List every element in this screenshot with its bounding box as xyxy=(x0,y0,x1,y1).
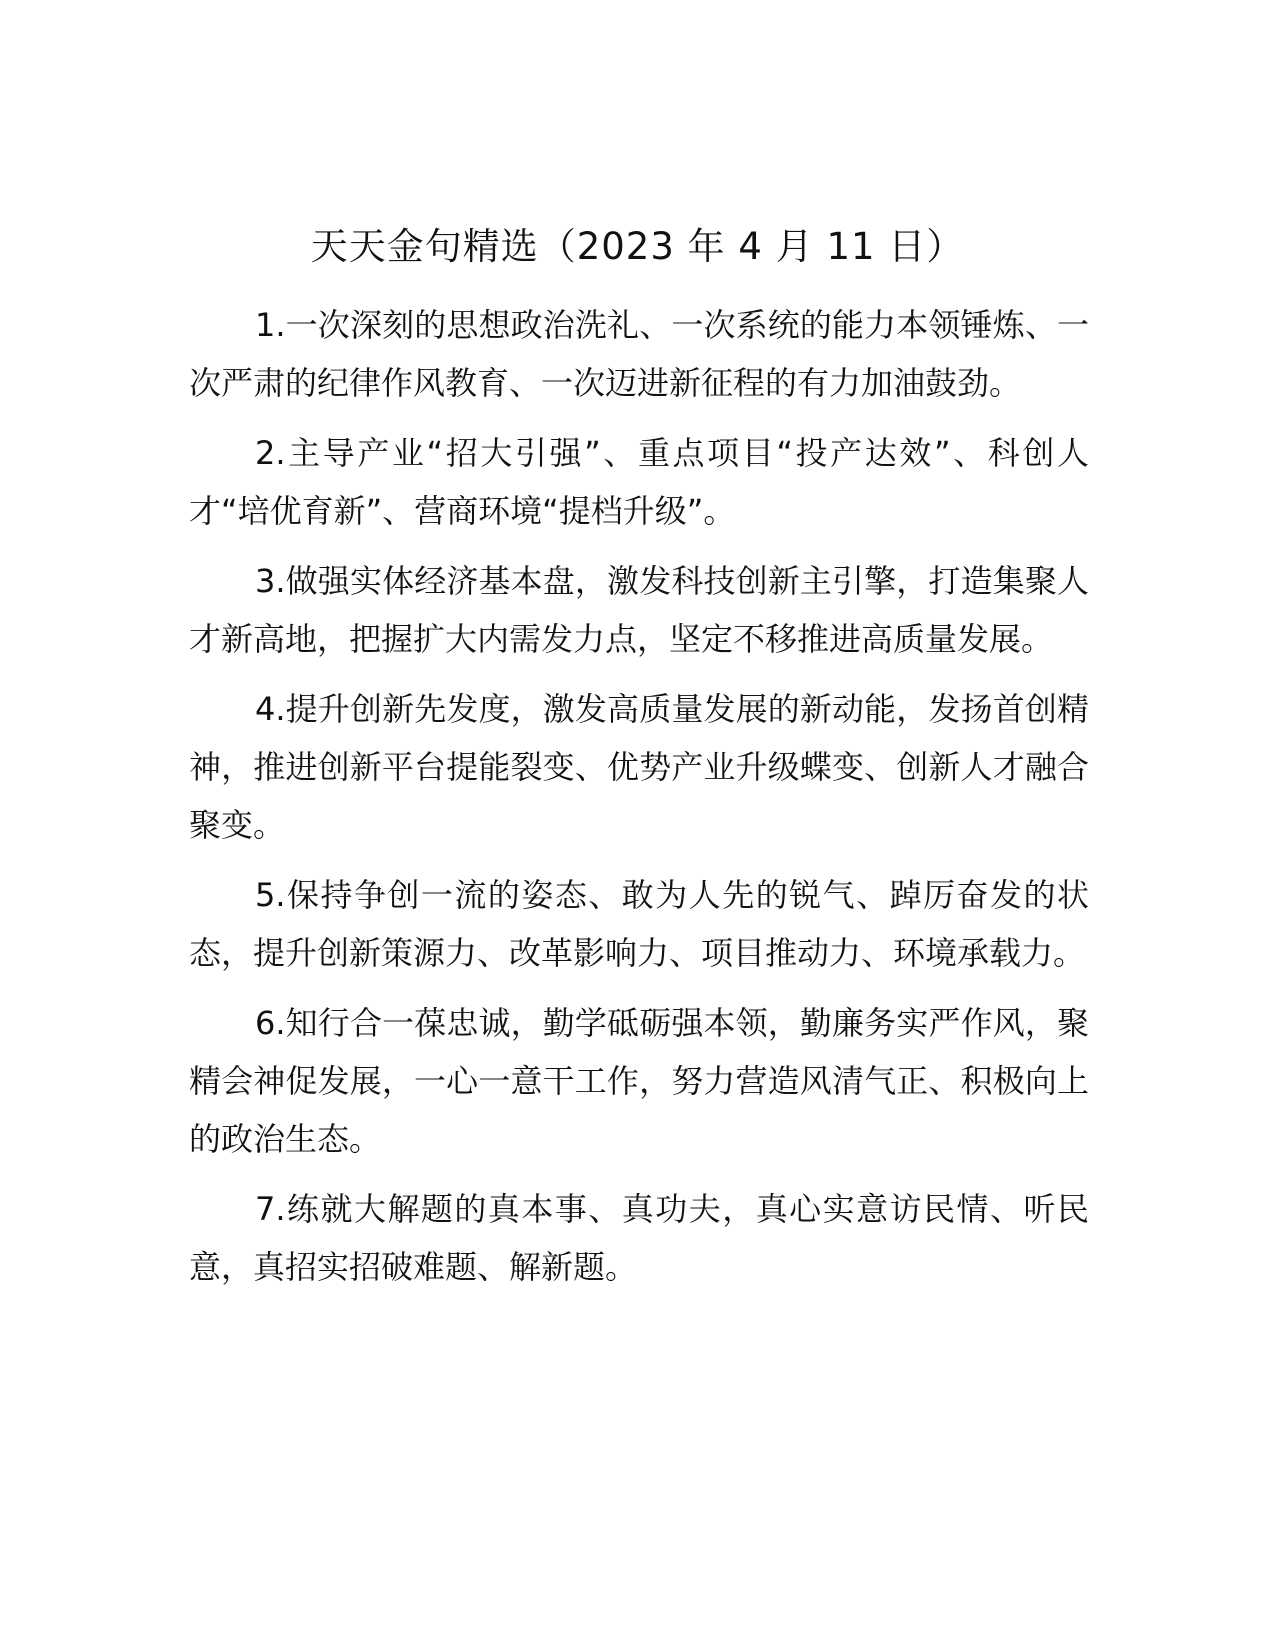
document-body xyxy=(189,296,1089,1308)
paragraph-7: 7.练就大解题的真本事、真功夫，真心实意访民情、听民意，真招实招破难题、解新题。 xyxy=(189,1190,1089,1286)
paragraph-2: 2.主导产业“招大引强”、重点项目“投产达效”、科创人才“培优育新”、营商环境“提档升级”。 xyxy=(189,434,1089,530)
paragraph-3: 3.做强实体经济基本盘，激发科技创新主引擎，打造集聚人才新高地，把握扩大内需发力点，坚定不移推进高质量发展。 xyxy=(189,562,1089,658)
paragraph-5: 5.保持争创一流的姿态、敢为人先的锐气、踔厉奋发的状态，提升创新策源力、改革影响力、项目推动力、环境承载力。 xyxy=(189,876,1089,972)
paragraph-6: 6.知行合一葆忠诚，勤学砥砺强本领，勤廉务实严作风，聚精会神促发展，一心一意干工作，努力营造风清气正、积极向上的政治生态。 xyxy=(189,1004,1089,1158)
paragraph-4: 4.提升创新先发度，激发高质量发展的新动能，发扬首创精神，推进创新平台提能裂变、优势产业升级蝶变、创新人才融合聚变。 xyxy=(189,690,1089,844)
page-title: 天天金句精选（2023 年 4 月 11 日） xyxy=(310,225,965,268)
paragraph-1: 1.一次深刻的思想政治洗礼、一次系统的能力本领锤炼、一次严肃的纪律作风教育、一次迈进新征程的有力加油鼓劲。 xyxy=(189,306,1089,402)
